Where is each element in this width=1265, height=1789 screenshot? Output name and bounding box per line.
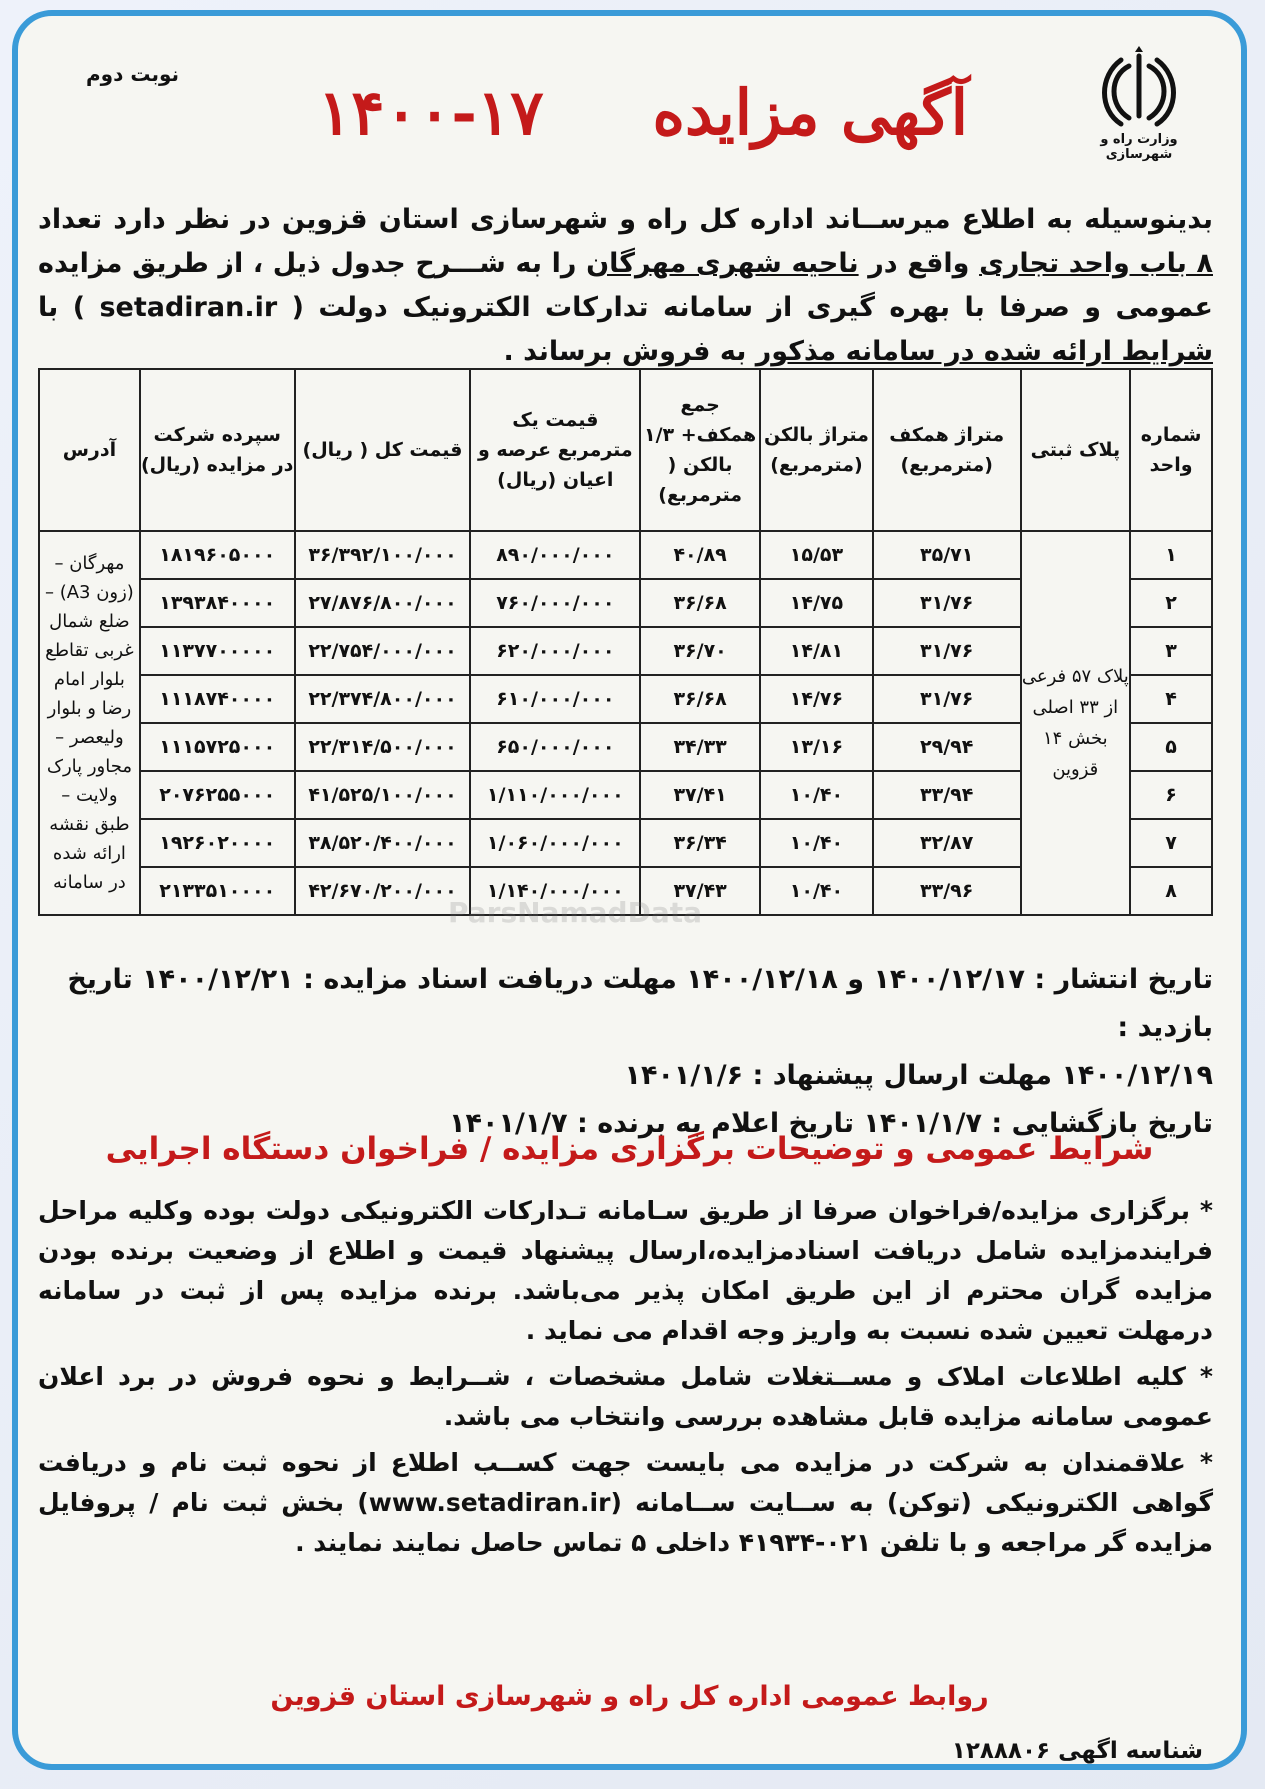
cell-unit-no: ۴: [1130, 675, 1212, 723]
ad-frame: [12, 10, 1247, 1770]
intro-paragraph: [38, 198, 1213, 374]
cell-deposit: ۱۸۱۹۶۰۵۰۰۰: [140, 531, 295, 579]
cell-total: ۲۲/۷۵۴/۰۰۰/۰۰۰: [295, 627, 471, 675]
condition-item: * علاقمندان به شرکت در مزایده می بایست جهت کســب اطلاع از نحوه ثبت نام و دریافت گواهی الکترونیکی (توکن) به ســایت ســامانه (www.setadiran.ir) بخش ثبت نام / پروفایل مزایده گر مراجعه و با تلفن ۰۲۱-۴۱۹۳۴ داخلی ۵ تماس حاصل نمایند نمایند .: [38, 1448, 1213, 1557]
cell-total: ۴۲/۶۷۰/۲۰۰/۰۰۰: [295, 867, 471, 915]
cell-balcony: ۱۰/۴۰: [760, 771, 873, 819]
intro-text-1: بدینوسیله به اطلاع میرســاند اداره کل راه و شهرسازی استان قزوین در نظر دارد تعداد: [38, 204, 1213, 235]
cell-sum: ۳۷/۴۱: [640, 771, 760, 819]
intro-units-count: ۸ باب واحد تجاری: [979, 248, 1213, 279]
cell-area: ۲۹/۹۴: [873, 723, 1021, 771]
cell-deposit: ۱۹۲۶۰۲۰۰۰۰: [140, 819, 295, 867]
dates-line-3: تاریخ بازگشایی : ۱۴۰۱/۱/۷ تاریخ اعلام به برنده : ۱۴۰۱/۱/۷: [449, 1108, 1213, 1139]
dates-line-1: تاریخ انتشار : ۱۴۰۰/۱۲/۱۷ و ۱۴۰۰/۱۲/۱۸ مهلت دریافت اسناد مزایده : ۱۴۰۰/۱۲/۲۱ تاریخ بازدید :: [67, 964, 1213, 1043]
cell-deposit: ۲۰۷۶۲۵۵۰۰۰: [140, 771, 295, 819]
cell-deposit: ۱۱۱۵۷۲۵۰۰۰: [140, 723, 295, 771]
col-plak: پلاک ثبتی: [1021, 369, 1131, 531]
cell-area: ۳۳/۹۶: [873, 867, 1021, 915]
cell-balcony: ۱۴/۷۵: [760, 579, 873, 627]
cell-total: ۳۸/۵۲۰/۴۰۰/۰۰۰: [295, 819, 471, 867]
ad-id: شناسه اگهی ۱۲۸۸۸۰۶: [951, 1738, 1203, 1764]
units-table: [38, 368, 1213, 916]
cell-area: ۳۱/۷۶: [873, 675, 1021, 723]
cell-unit-price: ۱/۰۶۰/۰۰۰/۰۰۰: [470, 819, 640, 867]
cell-sum: ۴۰/۸۹: [640, 531, 760, 579]
publication-round: نوبت دوم: [86, 62, 180, 86]
cell-sum: ۳۶/۷۰: [640, 627, 760, 675]
col-total: قیمت کل ( ریال): [295, 369, 471, 531]
conditions-list: [38, 1191, 1213, 1569]
cell-area: ۳۲/۸۷: [873, 819, 1021, 867]
table-row: [39, 531, 1212, 579]
cell-area: ۳۳/۹۴: [873, 771, 1021, 819]
cell-unit-price: ۱/۱۴۰/۰۰۰/۰۰۰: [470, 867, 640, 915]
cell-plak: پلاک ۵۷ فرعی از ۳۳ اصلی بخش ۱۴ قزوین: [1021, 531, 1131, 915]
ministry-caption: وزارت راه و شهرسازی: [1100, 132, 1178, 162]
footer-signature: روابط عمومی اداره کل راه و شهرسازی استان قزوین: [270, 1681, 989, 1712]
cell-unit-no: ۶: [1130, 771, 1212, 819]
cell-balcony: ۱۰/۴۰: [760, 819, 873, 867]
cell-unit-no: ۲: [1130, 579, 1212, 627]
cell-unit-no: ۵: [1130, 723, 1212, 771]
cell-unit-no: ۳: [1130, 627, 1212, 675]
cell-deposit: ۱۱۳۷۷۰۰۰۰۰: [140, 627, 295, 675]
condition-item: * برگزاری مزایده/فراخوان صرفا از طریق سـامانه تـدارکات الکترونیکی دولت بوده وکلیه مراحل فرایندمزایده شامل دریافت اسنادمزایده،ارسال پیشنهاد قیمت و اطلاع از وضعیت برنده بودن مزایده گران محترم از این طریق امکان پذیر می‌باشد. برنده مزایده پس از ثبت در سامانه درمهلت تعیین شده نسبت به واریز وجه اقدام می نماید .: [38, 1196, 1213, 1345]
cell-unit-no: ۷: [1130, 819, 1212, 867]
condition-item: * کلیه اطلاعات املاک و مســتغلات شامل مشخصات ، شــرایط و نحوه فروش در برد اعلان عمومی سامانه مزایده قابل مشاهده بررسی وانتخاب می باشد.: [38, 1362, 1213, 1431]
cell-unit-price: ۱/۱۱۰/۰۰۰/۰۰۰: [470, 771, 640, 819]
watermark: ParsNamadData: [448, 896, 702, 929]
cell-sum: ۳۷/۴۳: [640, 867, 760, 915]
cell-unit-no: ۸: [1130, 867, 1212, 915]
cell-total: ۳۶/۳۹۲/۱۰۰/۰۰۰: [295, 531, 471, 579]
cell-balcony: ۱۵/۵۳: [760, 531, 873, 579]
cell-total: ۲۲/۳۷۴/۸۰۰/۰۰۰: [295, 675, 471, 723]
col-sum: جمع همکف+ ۱/۳ بالکن ( مترمربع): [640, 369, 760, 531]
intro-text-3: را به شـــرح جدول ذیل ، از طریق مزایده عمومی و صرفا با بهره گیری از سامانه تدارکات الکترونیک دولت ( setadiran.ir ) با: [38, 248, 1213, 323]
ministry-logo: [1079, 46, 1199, 162]
cell-sum: ۳۶/۶۸: [640, 675, 760, 723]
cell-unit-no: ۱: [1130, 531, 1212, 579]
conditions-title: شرایط عمومی و توضیحات برگزاری مزایده / فراخوان دستگاه اجرایی: [105, 1131, 1154, 1167]
dates-block: [38, 956, 1213, 1148]
cell-unit-price: ۶۵۰/۰۰۰/۰۰۰: [470, 723, 640, 771]
cell-unit-price: ۸۹۰/۰۰۰/۰۰۰: [470, 531, 640, 579]
cell-deposit: ۱۱۱۸۷۴۰۰۰۰: [140, 675, 295, 723]
intro-conditions: شرایط ارائه شده در سامانه مذکور: [755, 336, 1213, 367]
cell-sum: ۳۴/۳۳: [640, 723, 760, 771]
cell-balcony: ۱۳/۱۶: [760, 723, 873, 771]
ad-title-number: ۱۴۰۰-۱۷: [318, 76, 544, 149]
col-balcony: متراژ بالکن (مترمربع): [760, 369, 873, 531]
col-unit-no: شماره واحد: [1130, 369, 1212, 531]
cell-area: ۳۱/۷۶: [873, 627, 1021, 675]
cell-area: ۳۱/۷۶: [873, 579, 1021, 627]
table-header-row: [39, 369, 1212, 531]
col-address: آدرس: [39, 369, 140, 531]
col-deposit: سپرده شرکت در مزایده (ریال): [140, 369, 295, 531]
intro-location: ناحیه شهری مهرگان: [586, 248, 859, 279]
dates-line-2: ۱۴۰۰/۱۲/۱۹ مهلت ارسال پیشنهاد : ۱۴۰۱/۱/۶: [624, 1060, 1213, 1091]
iran-emblem-icon: [1099, 46, 1179, 130]
cell-area: ۳۵/۷۱: [873, 531, 1021, 579]
cell-deposit: ۲۱۳۳۵۱۰۰۰۰: [140, 867, 295, 915]
cell-total: ۴۱/۵۲۵/۱۰۰/۰۰۰: [295, 771, 471, 819]
cell-deposit: ۱۳۹۳۸۴۰۰۰۰: [140, 579, 295, 627]
cell-unit-price: ۶۱۰/۰۰۰/۰۰۰: [470, 675, 640, 723]
cell-total: ۲۲/۳۱۴/۵۰۰/۰۰۰: [295, 723, 471, 771]
col-unit-price: قیمت یک مترمربع عرصه و اعیان (ریال): [470, 369, 640, 531]
cell-balcony: ۱۴/۷۶: [760, 675, 873, 723]
ad-title-word: آگهی مزایده: [652, 76, 968, 149]
intro-text-2: واقع در: [858, 248, 980, 279]
cell-unit-price: ۶۲۰/۰۰۰/۰۰۰: [470, 627, 640, 675]
col-area: متراژ همکف (مترمربع): [873, 369, 1021, 531]
cell-balcony: ۱۰/۴۰: [760, 867, 873, 915]
cell-unit-price: ۷۶۰/۰۰۰/۰۰۰: [470, 579, 640, 627]
intro-text-4: به فروش برساند .: [503, 336, 756, 367]
cell-sum: ۳۶/۳۴: [640, 819, 760, 867]
cell-balcony: ۱۴/۸۱: [760, 627, 873, 675]
cell-sum: ۳۶/۶۸: [640, 579, 760, 627]
cell-address: مهرگان – (زون A3) – ضلع شمال غربی تقاطع بلوار امام رضا و بلوار ولیعصر – مجاور پارک ولایت – طبق نقشه ارائه شده در سامانه: [39, 531, 140, 915]
cell-total: ۲۷/۸۷۶/۸۰۰/۰۰۰: [295, 579, 471, 627]
ad-title: [318, 76, 968, 176]
